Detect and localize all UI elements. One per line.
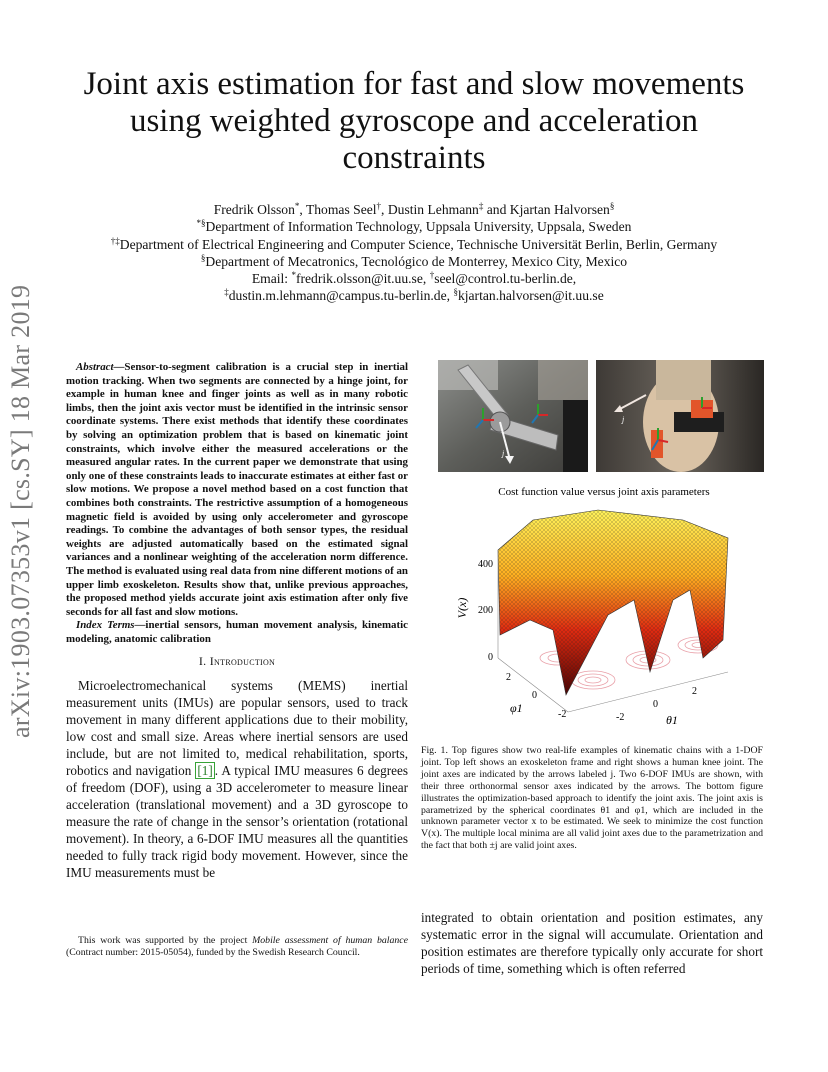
affiliation [60,218,768,235]
author-name: Thomas Seel [305,202,377,217]
affiliation [60,253,768,270]
affiliation-mark: †‡ [110,235,120,246]
author-name: Kjartan Halvorsen [509,202,610,217]
author-mark: ‡ [478,201,484,211]
figure-photos [438,360,764,472]
joint-axis-label: j [502,449,505,458]
email-line [60,287,768,304]
email-address[interactable]: dustin.m.lehmann@campus.tu-berlin.de, [228,288,451,304]
theta-tick: 0 [653,699,658,710]
paper-title [60,66,768,177]
email-mark: ‡ [224,287,229,298]
footnote-text: This work was supported by the project [78,935,253,946]
abstract-label: Abstract [76,361,114,373]
email-prefix: Email: [251,271,292,287]
section-title: Introduction [209,654,276,669]
z-tick: 200 [478,605,493,616]
exoskeleton-photo-image [438,360,588,472]
email-address[interactable]: seel@control.tu-berlin.de, [434,271,577,287]
index-terms-label: Index Terms [76,619,135,632]
cost-function-plot [438,480,764,730]
affiliation-mark: § [200,252,206,263]
author-name: Fredrik Olsson [213,202,295,217]
funding-footnote [66,935,408,958]
author-block [60,201,768,305]
theta-axis-label: θ1 [666,713,678,727]
author-name: Dustin Lehmann [387,202,479,217]
email-address[interactable]: fredrik.olsson@it.uu.se, [295,271,427,287]
intro-text: Microelectromechanical systems (MEMS) inertial measurement units (IMUs) are popular sensors, used to track movement in many different applications due to their mobility, low cost and small size. Areas where inertial sensors are used include, but are not limited to, medical rehabilitation, sports, robotics and navigation [66,678,408,779]
abstract [66,361,408,619]
email-mark: † [429,270,435,281]
exoskeleton-photo [438,360,588,472]
section-number: I. [198,654,207,669]
author-mark: § [609,201,615,211]
joint-axis-label: j [622,415,625,424]
email-mark: § [453,287,458,298]
affiliation [60,236,768,253]
email-line [60,270,768,287]
affiliation-mark: *§ [196,218,206,229]
footnote-project: Mobile assessment of human balance [252,935,408,946]
author-mark: † [376,201,382,211]
plot-title: Cost function value versus joint axis parameters [498,486,710,498]
footnote-text: (Contract number: 2015-05054), funded by the Swedish Research Council. [66,946,360,958]
phi-axis-label: φ1 [510,701,523,715]
author-names: Fredrik Olsson*, Thomas Seel†, Dustin Lehmann‡ and Kjartan Halvorsen§ [213,201,615,217]
affiliation-text: Department of Information Technology, Uppsala University, Uppsala, Sweden [205,219,632,235]
abstract-text: —Sensor-to-segment calibration is a crucial step in inertial motion tracking. When two segments are connected by a hinge joint, for example in human knee and finger joints as well as in many robotic limbs, then the joint axis vector must be identified in the intrinsic sensor coordinate systems. There exist methods that identify these coordinates by solving an optimization problem that is based on kinematic joint constraints, which involve either the measured accelerations or the measured angular rates. In the current paper we demonstrate that using only one of these constraints leads to inaccurate estimates at either fast or slow motions. We propose a novel method based on a cost function that combines both constraints. The restrictive assumption of a homogeneous magnetic field is avoided by using only accelerometer and gyroscope readings. To combine the advantages of both sensor types, the residual weights are adjusted automatically based on the estimated signal variances and a nonlinear weighting of the acceleration norm difference. The method is evaluated using real data from nine different motions of an upper limb exoskeleton. Results show that, unlike previous approaches, the proposed method yields accurate joint axis estimation after only five seconds for all fast and slow motions. [66,361,408,618]
intro-text: . A typical IMU measures 6 degrees of freedom (DOF), using a 3D accelerometer to measure linear acceleration (translational movement) and a 3D gyroscope to measure the rate of change in the sensor’s orientation (rotational movement). In theory, a 6-DOF IMU measures all the quantities needed to fully track rigid body movement. However, since the IMU measurements must be [66,763,408,881]
affiliation-text: Department of Mecatronics, Tecnológico de Monterrey, Mexico City, Mexico [205,253,628,269]
phi-tick: 0 [532,690,537,701]
left-column [66,361,408,881]
z-tick: 0 [488,652,493,663]
theta-tick: 2 [692,686,697,697]
intro-paragraph [66,677,408,881]
z-axis-label: V(x) [455,597,469,619]
index-terms [66,619,408,646]
affiliation-text: Department of Electrical Engineering and Computer Science, Technische Universität Berlin, Berlin, Germany [119,236,718,252]
z-tick: 400 [478,559,493,570]
section-heading [66,655,408,669]
email-mark: * [291,270,296,281]
phi-tick: 2 [506,672,511,683]
phi-tick: -2 [558,709,567,720]
citation-link[interactable]: [1] [197,763,213,779]
title-line: constraints [342,140,486,176]
title-line: using weighted gyroscope and acceleration [129,103,699,139]
figure-caption: Fig. 1. Top figures show two real-life examples of kinematic chains with a 1-DOF joint. Top left shows an exoskeleton frame and right shows a human knee joint. The joint axes are indicated by the arrows labeled j. Two 6-DOF IMUs are shown, with their three orthonormal sensor axes indicated by the arrows. The bottom figure illustrates the optimization-based approach to identify the joint axis. The joint axis is parametrized by the spherical coordinates θ1 and φ1, which are included in the unknown parameter vector x to be estimated. We seek to minimize the cost function V(x). The multiple local minima are all valid joint axes due to the parametrization and the fact that both ±j are valid joint axes. [421,745,763,852]
title-line: Joint axis estimation for fast and slow movements [83,66,745,102]
index-terms-text: —inertial sensors, human movement analysis, kinematic modeling, anatomic calibration [66,619,408,645]
intro-continuation: integrated to obtain orientation and position estimates, any systematic error in the signal will accumulate. Orientation and position estimates are therefore typically only accurate for short periods of time, something which is often referred [421,910,763,976]
knee-photo [596,360,764,472]
email-address[interactable]: kjartan.halvorsen@it.uu.se [457,288,604,304]
knee-photo-image [596,360,764,472]
author-mark: * [294,201,300,211]
arxiv-identifier: arXiv:1903.07353v1 [cs.SY] 18 Mar 2019 [6,284,35,738]
theta-tick: -2 [616,712,625,723]
surface-plot-svg [438,480,764,730]
